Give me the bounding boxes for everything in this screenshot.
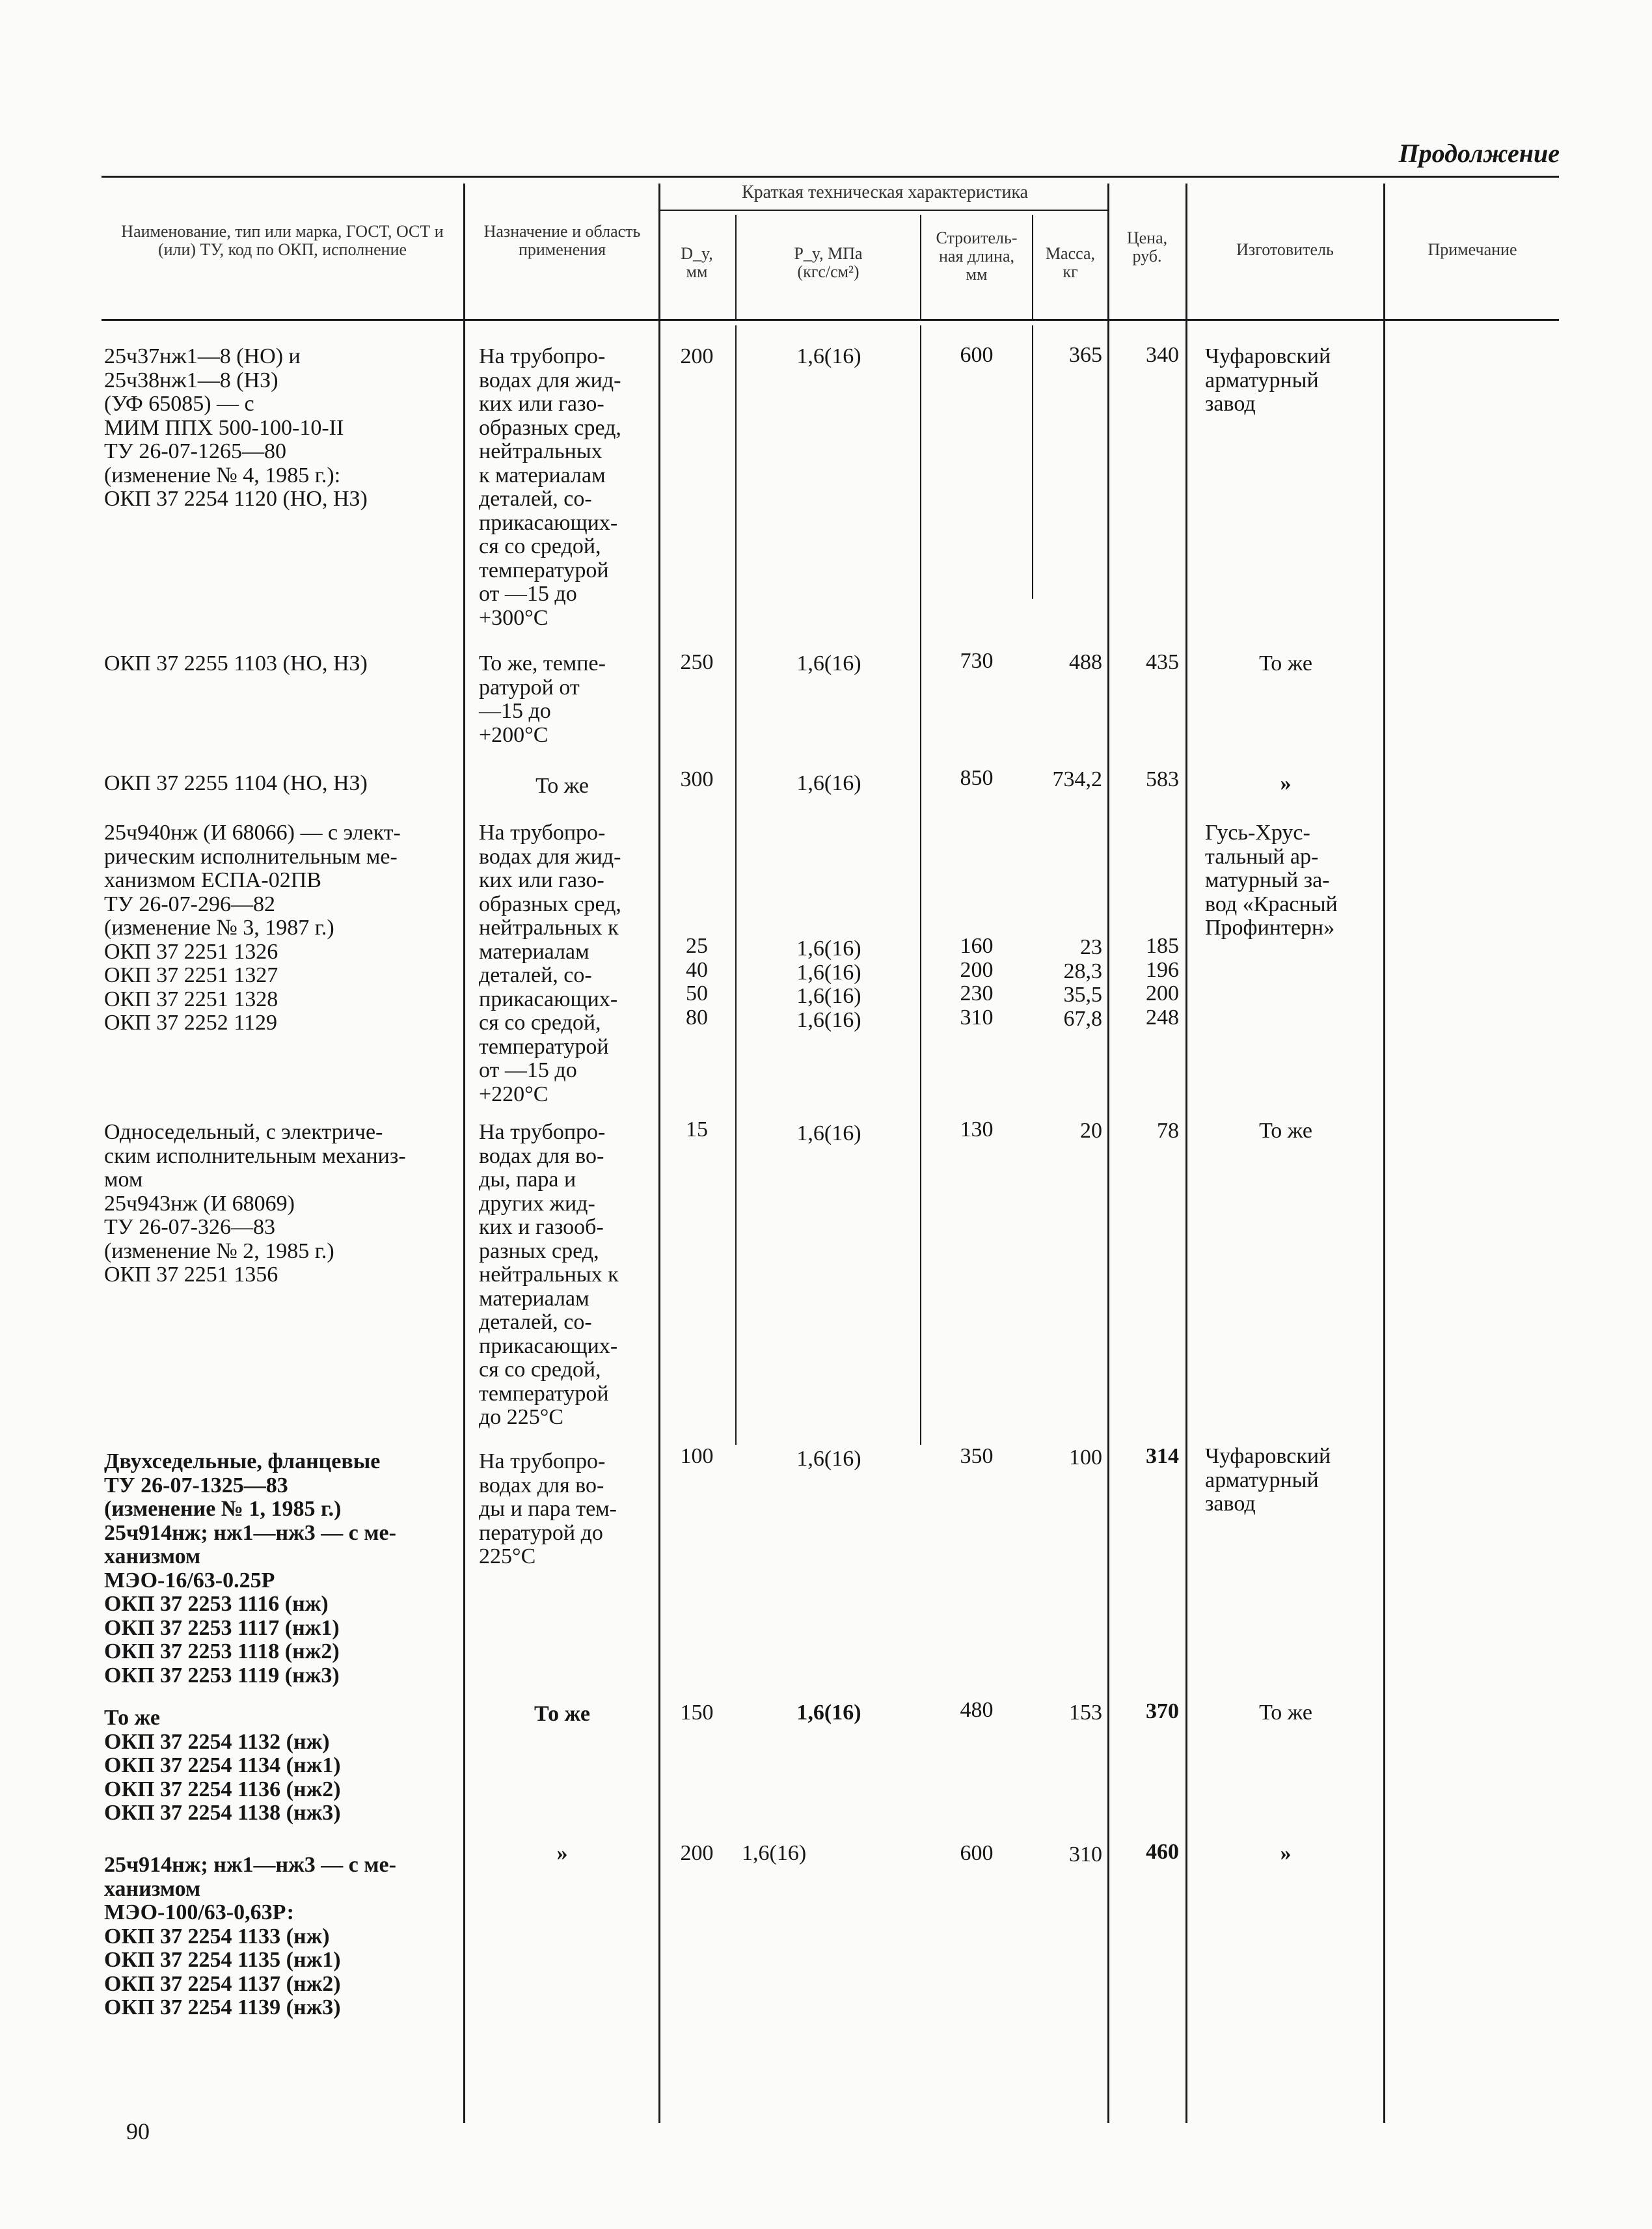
row-purpose: На трубопро- водах для во- ды и пара тем- пературой до 225°С — [479, 1449, 617, 1568]
row-length: 480 — [960, 1698, 994, 1722]
row-purpose: То же — [534, 1702, 590, 1726]
row-maker: То же — [1259, 651, 1312, 676]
row-price: 185 196 200 248 — [1146, 934, 1179, 1030]
row-price: 370 — [1146, 1699, 1179, 1723]
row-py: 1,6(16) — [796, 1701, 861, 1725]
col-rule-1 — [463, 184, 465, 2123]
row-py: 1,6(16) — [796, 344, 861, 368]
row-purpose: То же, темпе- ратурой от —15 до +200°С — [479, 651, 606, 747]
row-dy: 150 — [680, 1701, 714, 1725]
header-tech-group: Краткая техническая характеристика — [741, 182, 1029, 202]
row-mass: 488 — [1069, 650, 1102, 674]
row-length: 350 — [960, 1444, 994, 1468]
row-name: 25ч940нж (И 68066) — с элект- рическим исполнительным ме- ханизмом ЕСПА-02ПВ ТУ 26-07-296—82 (изменение № 3, 1987 г.) ОКП 37 2251 1326 ОКП 37 2251 1327 ОКП 37 2251 1328 ОКП 37 2252 1129 — [104, 821, 401, 1035]
row-mass: 23 28,3 35,5 67,8 — [1063, 935, 1102, 1031]
col-rule-5 — [1032, 215, 1033, 319]
header-note: Примечание — [1428, 240, 1517, 259]
row-maker: Чуфаровский арматурный завод — [1205, 1444, 1331, 1516]
row-price: 78 — [1157, 1119, 1179, 1143]
header-maker: Изготовитель — [1236, 240, 1334, 259]
header-bottom-rule — [102, 319, 1559, 321]
row-purpose: » — [556, 1841, 568, 1865]
row-name: 25ч37нж1—8 (НО) и 25ч38нж1—8 (НЗ) (УФ 65085) — с МИМ ППХ 500-100-10-II ТУ 26-07-1265—80 (изменение № 4, 1985 г.): ОКП 37 2254 1120 (НО, НЗ) — [104, 344, 368, 511]
row-dy: 200 — [680, 1841, 714, 1865]
row-dy: 15 — [686, 1117, 708, 1142]
row-price: 583 — [1146, 767, 1179, 791]
row-length: 730 — [960, 649, 994, 673]
row-dy: 25 40 50 80 — [686, 934, 708, 1030]
row-length: 850 — [960, 766, 994, 790]
row-name: То же ОКП 37 2254 1132 (нж) ОКП 37 2254 1134 (нж1) ОКП 37 2254 1136 (нж2) ОКП 37 2254 1138 (нж3) — [104, 1706, 341, 1825]
header-purpose: Назначение и область применения — [483, 222, 641, 259]
row-name: ОКП 37 2255 1103 (НО, НЗ) — [104, 651, 368, 676]
col-rule-3-body — [735, 325, 737, 1445]
row-py: 1,6(16) — [796, 1447, 861, 1471]
header-dy: D_y, мм — [681, 244, 713, 281]
row-purpose: На трубопро- водах для во- ды, пара и других жид- ких и газооб- разных сред, нейтральных к материалам деталей, со- прикасающих- ся со средой, температурой до 225°С — [479, 1120, 619, 1429]
col-rule-2 — [658, 184, 660, 2123]
row-py: 1,6(16) — [796, 771, 861, 795]
row-name: Односедельный, с электриче- ским исполнительным механиз- мом 25ч943нж (И 68069) ТУ 26-07-326—83 (изменение № 2, 1985 г.) ОКП 37 2251 1356 — [104, 1120, 406, 1287]
row-maker: То же — [1259, 1701, 1312, 1725]
col-rule-4-body — [920, 325, 921, 1445]
row-mass: 365 — [1069, 343, 1102, 367]
col-rule-4 — [920, 215, 921, 319]
row-length: 130 — [960, 1117, 994, 1142]
row-maker: Чуфаровский арматурный завод — [1205, 344, 1331, 416]
header-length: Строитель- ная длина, мм — [936, 228, 1018, 284]
row-name: Двухседельные, фланцевые ТУ 26-07-1325—83 (изменение № 1, 1985 г.) 25ч914нж; нж1—нж3 — с ме- ханизмом МЭО-16/63-0.25Р ОКП 37 2253 1116 (нж) ОКП 37 2253 1117 (нж1) ОКП 37 2253 1118 (нж2) ОКП 37 2253 1119 (нж3) — [104, 1449, 396, 1688]
row-py: 1,6(16) — [796, 1121, 861, 1145]
row-maker: Гусь-Хрус- тальный ар- матурный за- вод «Красный Профинтерн» — [1205, 821, 1338, 940]
header-py: P_y, МПа (кгс/см²) — [794, 244, 863, 281]
row-purpose: То же — [535, 774, 589, 798]
row-price: 340 — [1146, 343, 1179, 367]
col-rule-7 — [1107, 184, 1109, 2123]
row-length: 600 — [960, 1841, 994, 1865]
row-py: 1,6(16) 1,6(16) 1,6(16) 1,6(16) — [796, 937, 861, 1032]
row-mass: 734,2 — [1052, 767, 1102, 791]
col-rule-9 — [1383, 184, 1385, 2123]
row-mass: 20 — [1080, 1119, 1102, 1143]
row-mass: 310 — [1069, 1842, 1102, 1867]
row-py: 1,6(16) — [796, 651, 861, 676]
col-rule-3 — [735, 215, 737, 319]
row-price: 314 — [1146, 1444, 1179, 1468]
row-maker: То же — [1259, 1119, 1312, 1143]
row-length: 160 200 230 310 — [960, 934, 994, 1030]
header-mass: Масса, кг — [1045, 244, 1096, 281]
row-mass: 153 — [1069, 1701, 1102, 1725]
table-top-rule — [102, 176, 1559, 178]
tech-group-rule — [658, 210, 1107, 211]
row-name: 25ч914нж; нж1—нж3 — с ме- ханизмом МЭО-100/63-0,63Р: ОКП 37 2254 1133 (нж) ОКП 37 2254 1135 (нж1) ОКП 37 2254 1137 (нж2) ОКП 37 2254 1139 (нж3) — [104, 1853, 396, 2019]
page-number: 90 — [126, 2118, 150, 2144]
header-price: Цена, руб. — [1126, 228, 1168, 266]
row-dy: 200 — [680, 344, 714, 368]
header-name: Наименование, тип или марка, ГОСТ, ОСТ и (или) ТУ, код по ОКП, исполнение — [121, 222, 444, 259]
col-rule-8 — [1185, 184, 1187, 2123]
row-maker: » — [1280, 771, 1292, 795]
continuation-label: Продолжение — [1398, 139, 1560, 168]
row-mass: 100 — [1069, 1445, 1102, 1470]
row-price: 435 — [1146, 650, 1179, 674]
row-maker: » — [1280, 1841, 1292, 1865]
row-purpose: На трубопро- водах для жид- ких или газо- образных сред, нейтральных к материалам деталей, со- прикасающих- ся со средой, температурой от —15 до +220°С — [479, 821, 621, 1106]
row-dy: 100 — [680, 1444, 714, 1468]
row-name: ОКП 37 2255 1104 (НО, НЗ) — [104, 771, 368, 795]
row-dy: 300 — [680, 767, 714, 791]
row-length: 600 — [960, 343, 994, 367]
row-purpose: На трубопро- водах для жид- ких или газо- образных сред, нейтральных к материалам деталей, со- прикасающих- ся со средой, температурой от —15 до +300°С — [479, 344, 621, 630]
row-dy: 250 — [680, 650, 714, 674]
row-py: 1,6(16) — [742, 1841, 807, 1865]
row-price: 460 — [1146, 1840, 1179, 1864]
